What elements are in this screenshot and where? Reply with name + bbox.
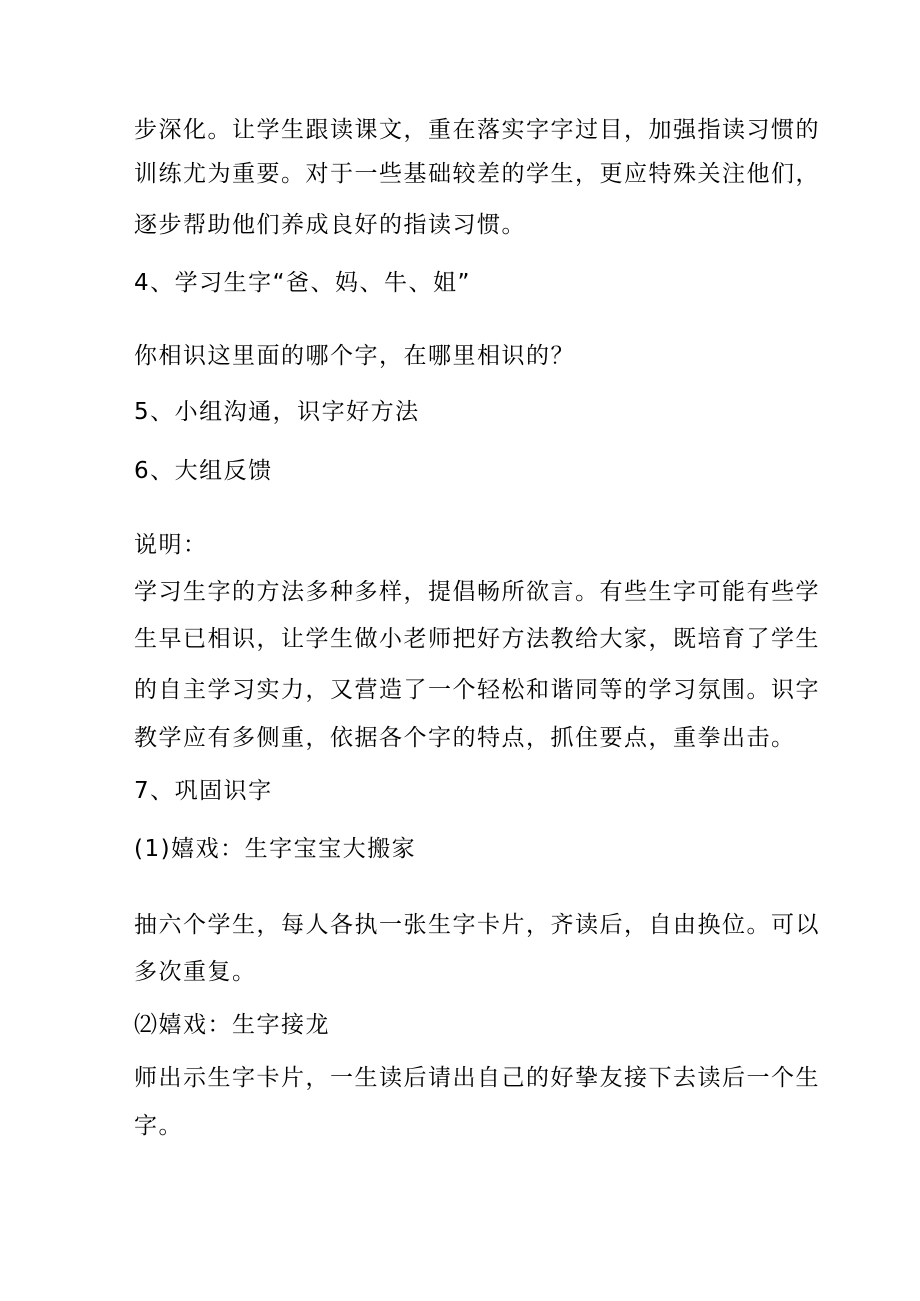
section-heading: 7、巩固识字 bbox=[134, 778, 273, 804]
paragraph-line: 训练尤为重要。对于一些基础较差的学生，更应特殊关注他们， bbox=[134, 161, 820, 187]
subsection-heading: ⑵嬉戏：生字接龙 bbox=[134, 1012, 330, 1038]
paragraph-line: 步深化。让学生跟读课文，重在落实字字过目，加强指读习惯的 bbox=[134, 117, 820, 143]
question-line: 你相识这里面的哪个字，在哪里相识的？ bbox=[134, 343, 575, 369]
paragraph-line: 教学应有多侧重，依据各个字的特点，抓住要点，重拳出击。 bbox=[134, 725, 796, 751]
paragraph-line: 师出示生字卡片，一生读后请出自己的好挚友接下去读后一个生 bbox=[134, 1065, 820, 1091]
paragraph-line: 字。 bbox=[134, 1113, 183, 1139]
section-heading: 4、学习生字“爸、妈、牛、姐” bbox=[134, 270, 471, 296]
paragraph-line: 逐步帮助他们养成良好的指读习惯。 bbox=[134, 212, 526, 238]
paragraph-line: 抽六个学生，每人各执一张生字卡片，齐读后，自由换位。可以 bbox=[134, 912, 820, 938]
section-heading: 6、大组反馈 bbox=[134, 458, 273, 484]
paragraph-line: 的自主学习实力，又营造了一个轻松和谐同等的学习氛围。识字 bbox=[134, 677, 820, 703]
section-heading: 5、小组沟通，识字好方法 bbox=[134, 399, 420, 425]
paragraph-line: 多次重复。 bbox=[134, 959, 257, 985]
subsection-heading: (1)嬉戏：生字宝宝大搬家 bbox=[134, 836, 417, 862]
paragraph-line: 学习生字的方法多种多样，提倡畅所欲言。有些生字可能有些学 bbox=[134, 579, 820, 605]
paragraph-line: 生早已相识，让学生做小老师把好方法教给大家，既培育了学生 bbox=[134, 626, 820, 652]
note-label: 说明： bbox=[134, 532, 208, 558]
